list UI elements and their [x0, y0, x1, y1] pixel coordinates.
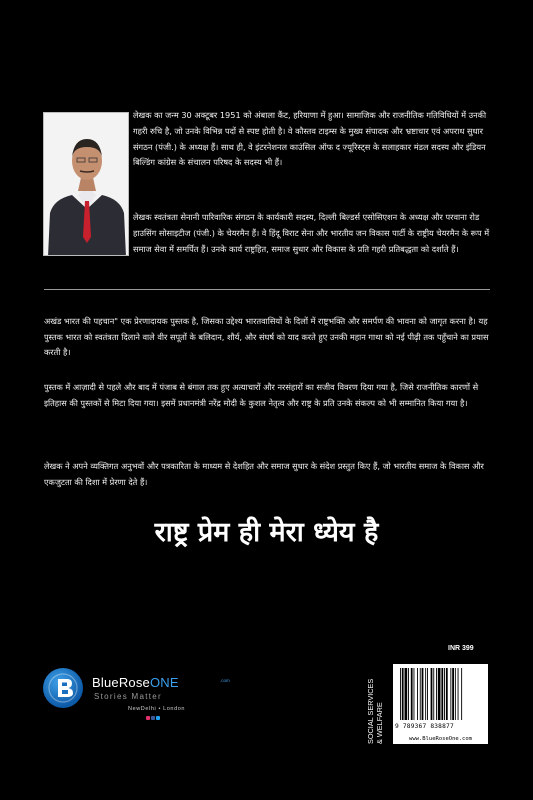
- author-bio-paragraph-1: लेखक का जन्म 30 अक्टूबर 1951 को अंबाला कैंट, हरियाणा में हुआ। सामाजिक और राजनीतिक गतिविधियों में उनकी गहरी रुचि है, जो उनके विभिन्न पदों से स्पष्ट होती है। वे कौस्तव टाइम्स के मुख्य संपादक और भ्रष्टाचार एवं अपराध सुधार संगठन (पंजी.) के अध्यक्ष हैं। साथ ही, वे इंटरनेशनल काउंसिल ऑफ द ज्यूरिस्ट्स के सलाहकार मंडल सदस्य और इंडियन बिल्डिंग कांग्रेस के संचालन परिषद के सदस्य भी हैं।: [133, 110, 487, 168]
- publisher-website: www.BlueRoseOne.com: [393, 734, 488, 744]
- category-label: [366, 662, 388, 744]
- book-description-paragraph-1: अखंड भारत की पहचान" एक प्रेरणादायक पुस्तक है, जिसका उद्देश्य भारतवासियों के दिलों में राष्ट्रभक्ति और समर्पण की भावना को जागृत करना है। यह पुस्तक भारत को स्वतंत्रता दिलाने वाले वीर सपूतों के बलिदान, शौर्य, और संघर्ष को याद करते हुए उनकी महान गाथा को नई पीढ़ी तक पहुँचाने का प्रयास करती है।: [44, 316, 489, 358]
- price-label: INR 399: [448, 645, 474, 652]
- publisher-logo-icon: [43, 668, 83, 708]
- book-description-paragraph-3: लेखक ने अपने व्यक्तिगत अनुभवों और पत्रकारिता के माध्यम से देशहित और समाज सुधार के संदेश प्रस्तुत किए हैं, जो भारतीय समाज के विकास और एकजुटता की दिशा में प्रेरणा देते हैं।: [44, 461, 484, 487]
- publisher-name-accent: ONE: [149, 675, 179, 690]
- publisher-name: [92, 675, 179, 690]
- motto-heading: राष्ट्र प्रेम ही मेरा ध्येय है: [154, 517, 379, 548]
- book-description-paragraph-2: पुस्तक में आज़ादी से पहले और बाद में पंजाब से बंगाल तक हुए अत्याचारों और नरसंहारों का सजीव विवरण दिया गया है, जिसे राजनीतिक कारणों से इतिहास की पुस्तकों से मिटा दिया गया। इसमें प्रधानमंत्री नरेंद्र मोदी के कुशल नेतृत्व और राष्ट्र के प्रति उनके संकल्प को भी सम्मानित किया गया है।: [44, 382, 479, 408]
- publisher-cities: NewDelhi • London: [128, 706, 186, 712]
- instagram-icon: [146, 716, 150, 720]
- author-portrait-image: [44, 113, 129, 256]
- category-line-1: SOCIAL SERVICES: [366, 678, 375, 744]
- social-icons: [146, 716, 160, 720]
- isbn-digits: 9 789367 838877: [395, 723, 487, 730]
- category-line-2: & WELFARE: [375, 702, 384, 744]
- publisher-domain-suffix: .com: [220, 678, 230, 683]
- section-divider: [44, 289, 490, 290]
- author-bio-paragraph-2: लेखक स्वतंत्रता सेनानी पारिवारिक संगठन के कार्यकारी सदस्य, दिल्ली बिल्डर्स एसोसिएशन के अध्यक्ष और परवाना रोड हाउसिंग सोसाइटीज (पंजी.) के चेयरमैन हैं। वे हिंदू विराट सेना और भारतीय जन विकास पार्टी के राष्ट्रीय चेयरमैन के रूप में समाज सेवा में समर्पित हैं। उनके कार्य राष्ट्रहित, समाज सुधार और विकास के प्रति गहरी प्रतिबद्धता को दर्शाते हैं।: [133, 212, 490, 254]
- author-photo: [43, 112, 129, 256]
- facebook-icon: [151, 716, 155, 720]
- publisher-tagline: Stories Matter: [94, 692, 162, 701]
- twitter-icon: [156, 716, 160, 720]
- barcode-bars: [393, 664, 488, 724]
- publisher-name-main: BlueRose: [92, 675, 150, 690]
